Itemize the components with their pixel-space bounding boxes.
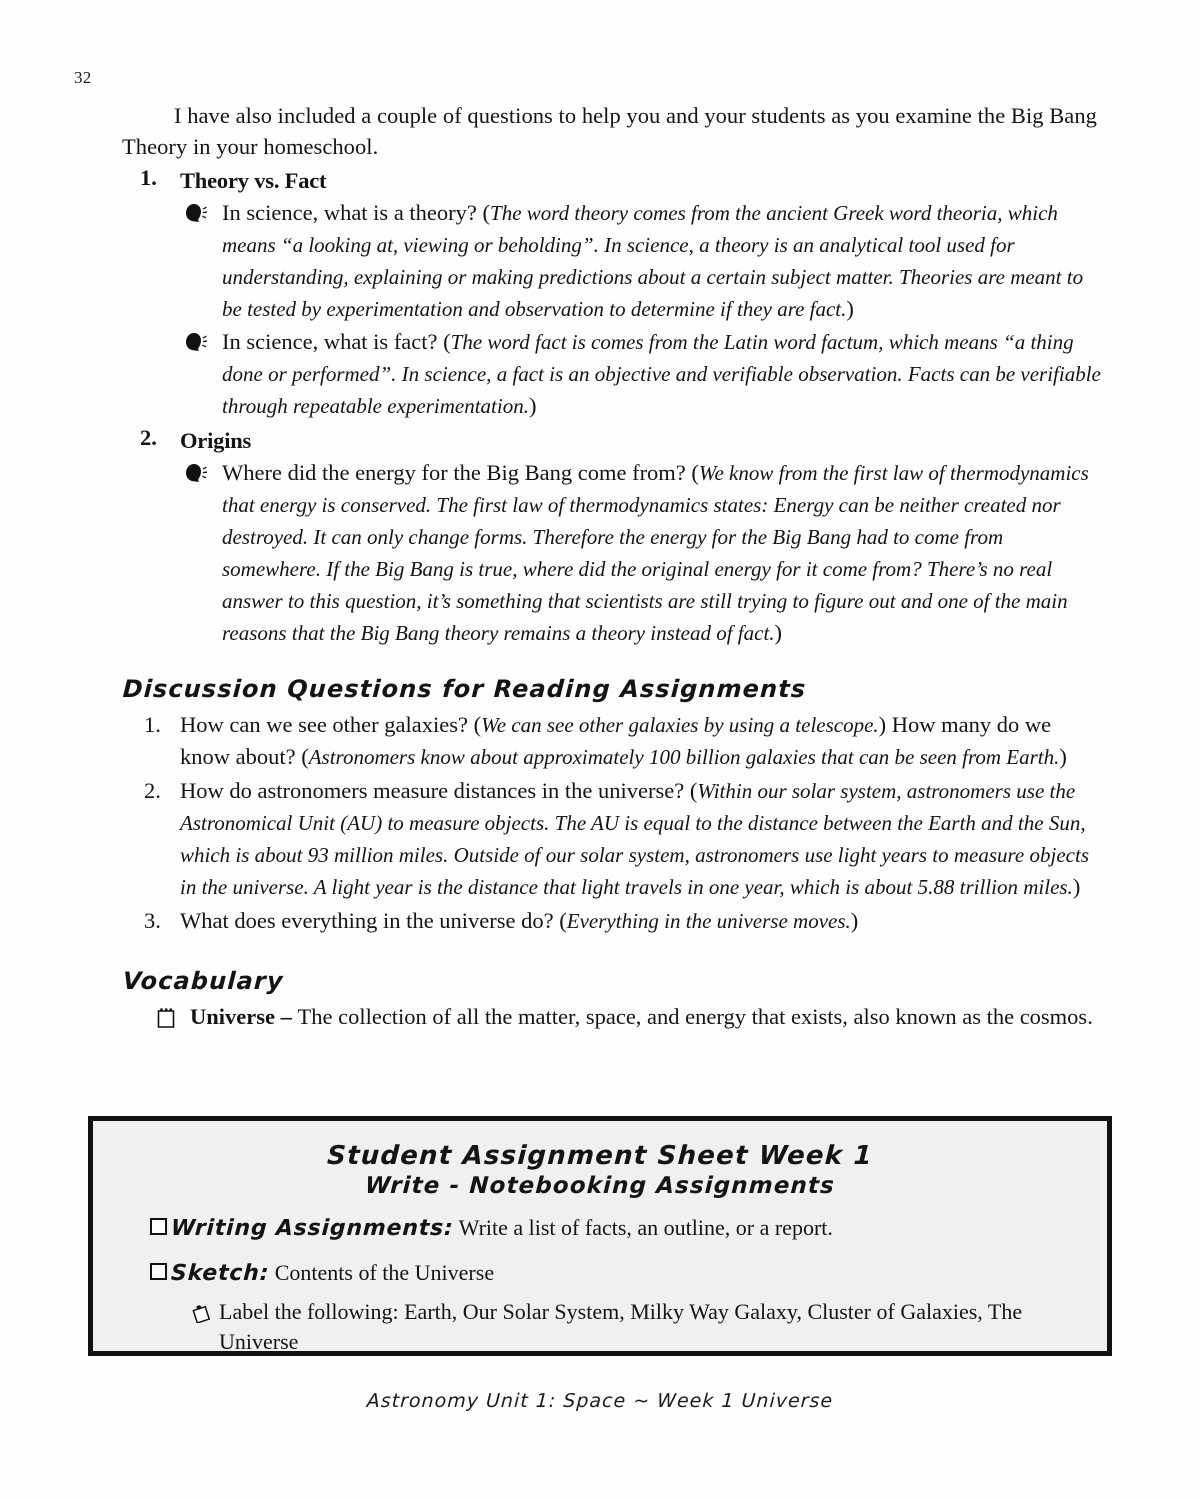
question-text-cont: ) How many do we know about? ( (180, 712, 1052, 769)
question-bullet (180, 326, 1102, 422)
notepad-icon (156, 1007, 176, 1028)
question-text: In science, what is a theory? ( (222, 200, 491, 225)
vocabulary-list (122, 1001, 1102, 1032)
question-bullet-list (180, 197, 1102, 422)
checkbox-icon[interactable] (150, 1218, 167, 1235)
close-paren: ) (528, 393, 537, 418)
assignment-row (119, 1213, 1081, 1244)
answer-text: Everything in the universe moves. (566, 909, 851, 933)
assignment-text: Write a list of facts, an outline, or a report. (453, 1215, 833, 1240)
question-text: How can we see other galaxies? ( (180, 712, 482, 737)
list-marker: 1. (140, 165, 157, 190)
numbered-section (122, 165, 1102, 422)
list-marker: 2. (140, 425, 157, 450)
intro-paragraph: I have also included a couple of questions to help you and your students as you examine the Big Bang Theory in your homeschool. (122, 103, 1097, 159)
question-text: How do astronomers measure distances in the universe? ( (180, 778, 698, 803)
answer-text-2: Astronomers know about approximately 100 billion galaxies that can be seen from Earth. (308, 745, 1060, 769)
vocabulary-term: Universe – (190, 1004, 298, 1029)
close-paren: ) (850, 908, 859, 933)
assignment-label: Writing Assignments: (170, 1216, 455, 1241)
assignment-label: Sketch: (170, 1261, 270, 1286)
checkbox-icon[interactable] (150, 1263, 167, 1280)
numbered-section-list (122, 165, 1102, 649)
answer-text: The word theory comes from the ancient Greek word theoria, which means “a looking at, viewing or beholding”. In science, a theory is an analytical tool used for understanding, explaining or making predictions about a certain subject matter. Theories are meant to be tested by experimentation and observation to determine if they are fact. (222, 201, 1084, 321)
main-content (122, 100, 1102, 1032)
assignment-text: Contents of the Universe (269, 1260, 495, 1285)
discussion-question (122, 775, 1102, 903)
student-assignment-box (88, 1116, 1112, 1356)
question-bullet-list (180, 457, 1102, 649)
assignment-row (119, 1258, 1081, 1289)
question-text: In science, what is fact? ( (222, 329, 451, 354)
assignment-box-title: Student Assignment Sheet Week 1 (326, 1141, 874, 1171)
close-paren: ) (1072, 874, 1081, 899)
discussion-question (122, 709, 1102, 773)
answer-text: We know from the first law of thermodynamics that energy is conserved. The first law of thermodynamics states: Energy can be neither created nor destroyed. It can only change forms. Therefore the energy for the Big Bang had to come from somewhere. If the Big Bang is true, where did the original energy for it come from? There’s no real answer to this question, it’s something that scientists are still trying to figure out and one of the main reasons that the Big Bang theory remains a theory instead of fact. (222, 461, 1089, 645)
list-marker: 1. (144, 712, 161, 737)
answer-text: Within our solar system, astronomers use the Astronomical Unit (AU) to measure objects. The AU is equal to the distance between the Earth and the Sun, which is about 93 million miles. Outside of our solar system, astronomers use light years to measure objects in the universe. A light year is the distance that light travels in one year, which is about 5.88 trillion miles. (180, 779, 1089, 899)
close-paren: ) (774, 620, 783, 645)
answer-text: We can see other galaxies by using a telescope. (481, 713, 879, 737)
section-title: Theory vs. Fact (180, 168, 327, 193)
discussion-question (122, 905, 1102, 937)
vocabulary-definition: The collection of all the matter, space, and energy that exists, also known as the cosmos. (297, 1004, 1093, 1029)
speaking-head-icon (182, 202, 208, 224)
close-paren: ) (846, 296, 854, 321)
speaking-head-icon (182, 462, 208, 484)
question-bullet (180, 457, 1102, 649)
discussion-heading: Discussion Questions for Reading Assignments (122, 675, 807, 703)
vocabulary-entry (122, 1001, 1102, 1032)
clipboard-icon (191, 1303, 213, 1323)
list-marker: 2. (144, 778, 161, 803)
discussion-question-list (122, 709, 1102, 937)
question-text: Where did the energy for the Big Bang come from? ( (222, 460, 699, 485)
section-title: Origins (180, 428, 252, 453)
answer-text: The word fact is comes from the Latin word factum, which means “a thing done or performed”. In science, a fact is an objective and verifiable observation. Facts can be verifiable through repeatable experimentation. (222, 330, 1101, 418)
question-bullet (180, 197, 1102, 325)
speaking-head-icon (182, 331, 208, 353)
question-text: What does everything in the universe do? ( (180, 908, 567, 933)
page-number: 32 (74, 68, 92, 87)
vocabulary-heading: Vocabulary (122, 967, 285, 995)
list-marker: 3. (144, 908, 161, 933)
page-footer: Astronomy Unit 1: Space ~ Week 1 Universe (366, 1390, 834, 1412)
assignment-sub-row (119, 1297, 1081, 1357)
assignment-sub-text: Label the following: Earth, Our Solar System, Milky Way Galaxy, Cluster of Galaxies, The Universe (219, 1299, 1023, 1354)
assignment-box-subtitle: Write - Notebooking Assignments (364, 1173, 836, 1199)
close-paren: ) (1059, 744, 1067, 769)
numbered-section (122, 425, 1102, 649)
